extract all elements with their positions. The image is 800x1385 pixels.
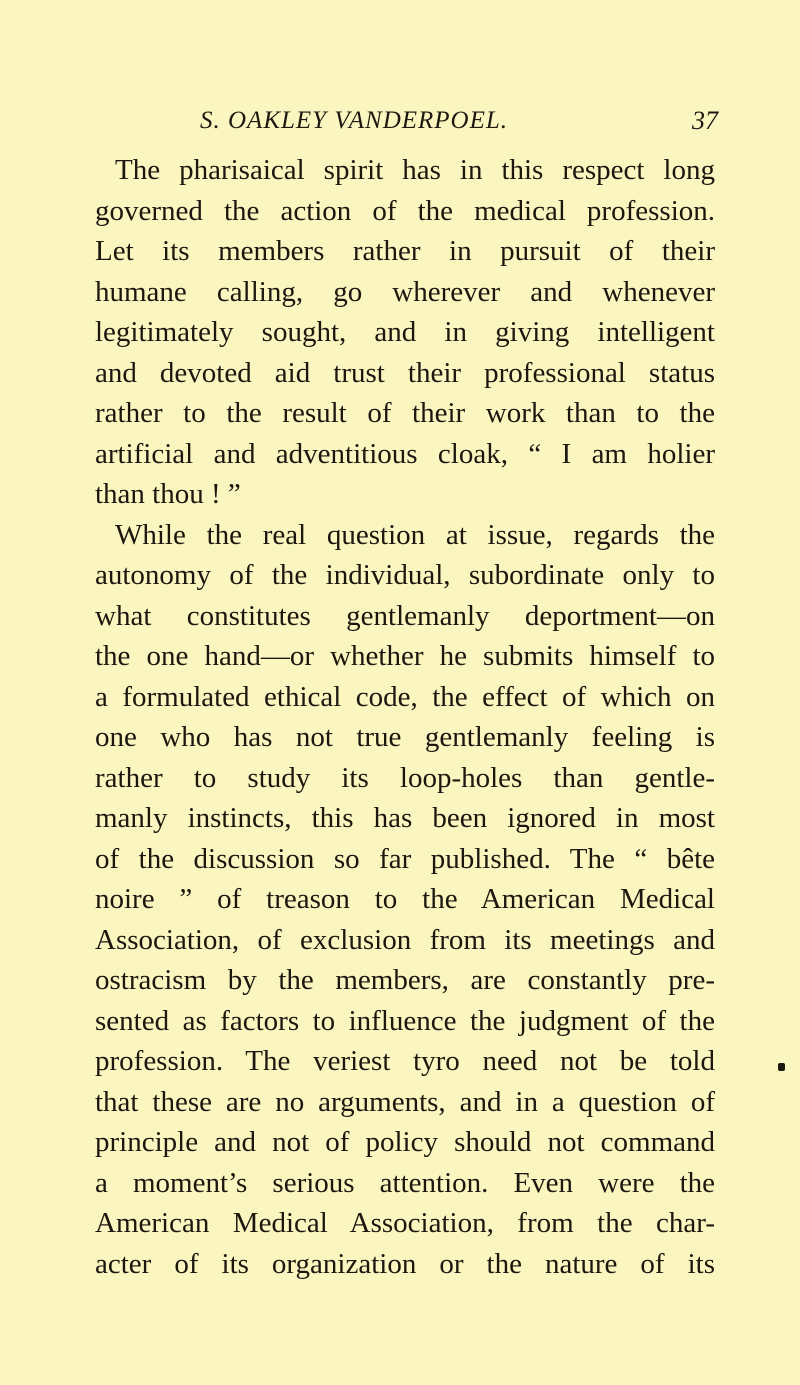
text-line: ostracism by the members, are constantly pre-: [95, 964, 715, 996]
text-line: manly instincts, this has been ignored in most: [95, 802, 715, 834]
text-line: legitimately sought, and in giving intelligent: [95, 316, 715, 348]
text-line: and devoted aid trust their professional status: [95, 356, 715, 389]
text-line: humane calling, go wherever and whenever: [95, 275, 715, 308]
text-line: American Medical Association, from the char-: [95, 1207, 715, 1239]
text-line: a moment’s serious attention. Even were the: [95, 1166, 715, 1199]
ink-spot: [778, 1063, 785, 1071]
text-line: than thou ! ”: [95, 478, 241, 510]
text-line: noire ” of treason to the American Medical: [95, 883, 715, 915]
text-line: one who has not true gentlemanly feeling is: [95, 721, 715, 753]
running-title: S. OAKLEY VANDERPOEL.: [200, 107, 509, 134]
text-line: profession. The veriest tyro need not be told: [95, 1045, 715, 1077]
text-line: rather to the result of their work than to the: [95, 397, 715, 429]
text-line: the one hand—or whether he submits himself to: [95, 640, 715, 672]
text-line: a formulated ethical code, the effect of which on: [95, 680, 715, 713]
text-line: acter of its organization or the nature of its: [95, 1247, 715, 1280]
text-line: what constitutes gentlemanly deportment—on: [95, 599, 715, 632]
text-line: sented as factors to influence the judgment of the: [95, 1004, 715, 1037]
body-text: [95, 150, 715, 1284]
text-line: autonomy of the individual, subordinate only to: [95, 559, 715, 591]
text-line: principle and not of policy should not command: [95, 1126, 715, 1158]
text-line: The pharisaical spirit has in this respect long: [115, 154, 715, 186]
text-line: that these are no arguments, and in a question of: [95, 1085, 715, 1118]
text-line: Let its members rather in pursuit of their: [95, 235, 715, 267]
text-line: artificial and adventitious cloak, “ I am holier: [95, 437, 715, 470]
text-line: While the real question at issue, regards the: [115, 518, 715, 551]
page-number: 37: [692, 106, 718, 135]
text-line: of the discussion so far published. The “ bête: [95, 842, 715, 875]
text-line: governed the action of the medical profession.: [95, 194, 715, 227]
text-line: Association, of exclusion from its meetings and: [95, 923, 715, 956]
text-line: rather to study its loop-holes than gentle-: [95, 761, 715, 794]
